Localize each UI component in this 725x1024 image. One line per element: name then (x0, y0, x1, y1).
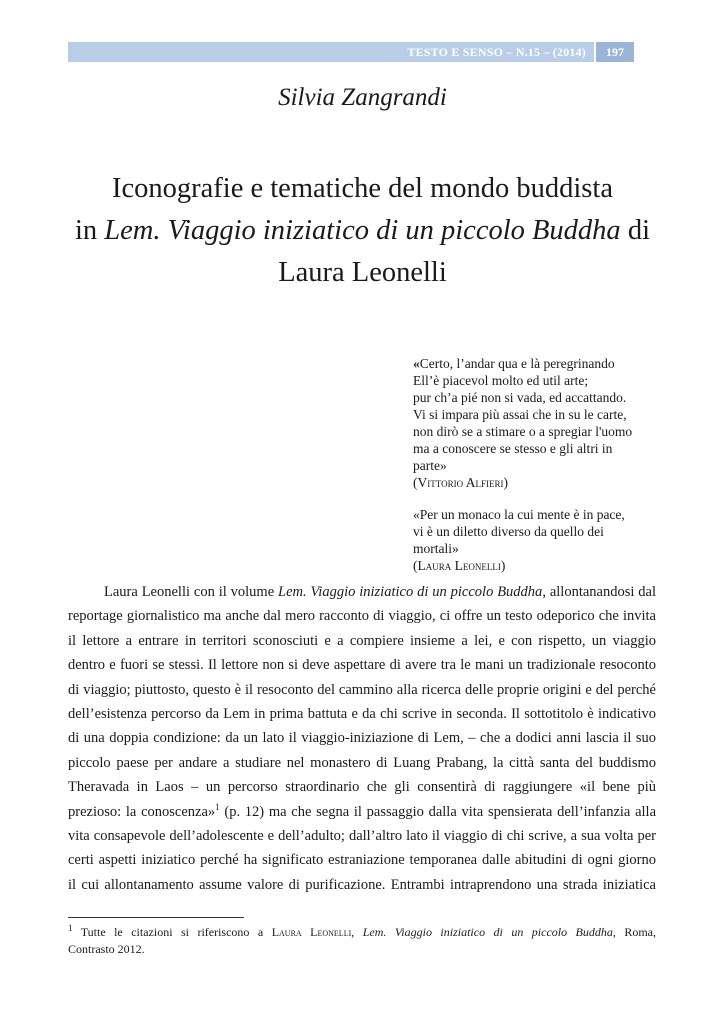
epigraph-line: Vi si impara più assai che in su le carte, (413, 407, 627, 422)
epigraph-line: «Per un monaco la cui mente è in pace, (413, 507, 625, 522)
epigraph-line: «Certo, l’andar qua e là peregrinando (413, 356, 615, 371)
open-quote: « (413, 356, 420, 371)
footnote-book-title: Lem. Viaggio iniziatico di un piccolo Buddha (362, 925, 613, 939)
body-line: Theravada in Laos – un percorso straordinario che gli consentirà di raggiungere «il bene più (68, 779, 656, 796)
page-number: 197 (594, 42, 634, 62)
footnote-line: Contrasto 2012. (68, 942, 145, 956)
epigraph-line: vi è un diletto diverso da quello dei (413, 524, 604, 539)
body-line: di viaggio; piuttosto, questo è il resoconto del cammino alla ricerca delle proprie origini e del perché (68, 681, 656, 698)
footnote-author: Laura Leonelli (271, 925, 352, 939)
footnote-line: $^1$ Tutte le citazioni si riferiscono a Laura Leonelli, Lem. Viaggio iniziatico di un piccolo Buddha, Roma, (68, 923, 657, 939)
epigraph-line: ma a conoscere se stesso e gli altri in (413, 441, 613, 456)
epigraph-alfieri (413, 355, 683, 491)
body-line: piccolo paese per andare a studiare nel monastero di Luang Prabang, la città santa del buddismo (68, 754, 656, 771)
footnote (68, 924, 656, 958)
body-paragraph (68, 580, 656, 897)
footnote-number: 1 (68, 923, 73, 933)
epigraph-line: non dirò se a stimare o a spregiar l'uomo (413, 424, 633, 439)
running-header (68, 42, 634, 62)
body-line: il cui allontanamento assume valore di purificazione. Entrambi intraprendono una strada iniziatica (68, 876, 656, 893)
epigraph-line: mortali» (413, 541, 459, 556)
title-line-2-post: di (620, 215, 650, 246)
title-book-name: Lem. Viaggio iniziatico di un piccolo Buddha (104, 215, 621, 246)
footnote-ref[interactable]: 1 (215, 801, 220, 812)
body-line: Laura Leonelli con il volume Lem. Viaggio iniziatico di un piccolo Buddha, allontanandosi dal (104, 584, 656, 600)
body-line: prezioso: la conoscenza»$^1$ (p. 12) ma che segna il passaggio dalla vita spensierata dell’infanzia alla (68, 801, 656, 820)
body-line: vita consapevole dell’adolescente e dell’adulto; dall’altro lato il viaggio di chi scrive, a sua volta per (68, 827, 656, 844)
body-line: reportage giornalistico ma anche dal mero racconto di viaggio, ci offre un testo odeporico che invita (68, 608, 656, 625)
journal-title: TESTO E SENSO – N.15 – (2014) (68, 42, 594, 62)
epigraph-line: Ell’è piacevol molto ed util arte; (413, 373, 589, 388)
title-line-3: Laura Leonelli (278, 257, 447, 288)
body-line: dentro e fuori se stessi. Il lettore non si deve aspettare di avere tra le mani un tradizionale resoconto (68, 657, 656, 674)
body-line: il lettore a entrare in territori sconosciuti e a compiere insieme a lei, e con rispetto, un viaggio (68, 632, 656, 649)
body-line: dell’esistenza percorso da Lem in prima battuta e da chi scrive in seconda. Il sottotitolo è indicativo (68, 705, 656, 722)
epigraph-line: parte» (413, 458, 447, 473)
footnote-divider (68, 917, 244, 918)
title-line-2 (60, 210, 665, 252)
epigraph-line: pur ch’a pié non si vada, ed accattando. (413, 390, 627, 405)
epigraph-attribution: (Vittorio Alfieri) (413, 475, 508, 490)
title-line-2-pre: in (75, 215, 105, 246)
epigraph-leonelli (413, 506, 683, 574)
body-line: certi aspetti iniziatico perché ha significato estraniazione temporanea dalle abitudini di ogni giorno (68, 852, 656, 869)
article-author: Silvia Zangrandi (278, 84, 447, 111)
body-line: di una doppia condizione: da un lato il viaggio-iniziazione di Lem, – che a dodici anni lascia il suo (68, 730, 656, 747)
book-title: Lem. Viaggio iniziatico di un piccolo Buddha (278, 584, 543, 600)
epigraph-attribution: (Laura Leonelli) (413, 558, 506, 573)
article-title (60, 168, 665, 294)
title-line-1: Iconografie e tematiche del mondo buddista (112, 173, 613, 204)
